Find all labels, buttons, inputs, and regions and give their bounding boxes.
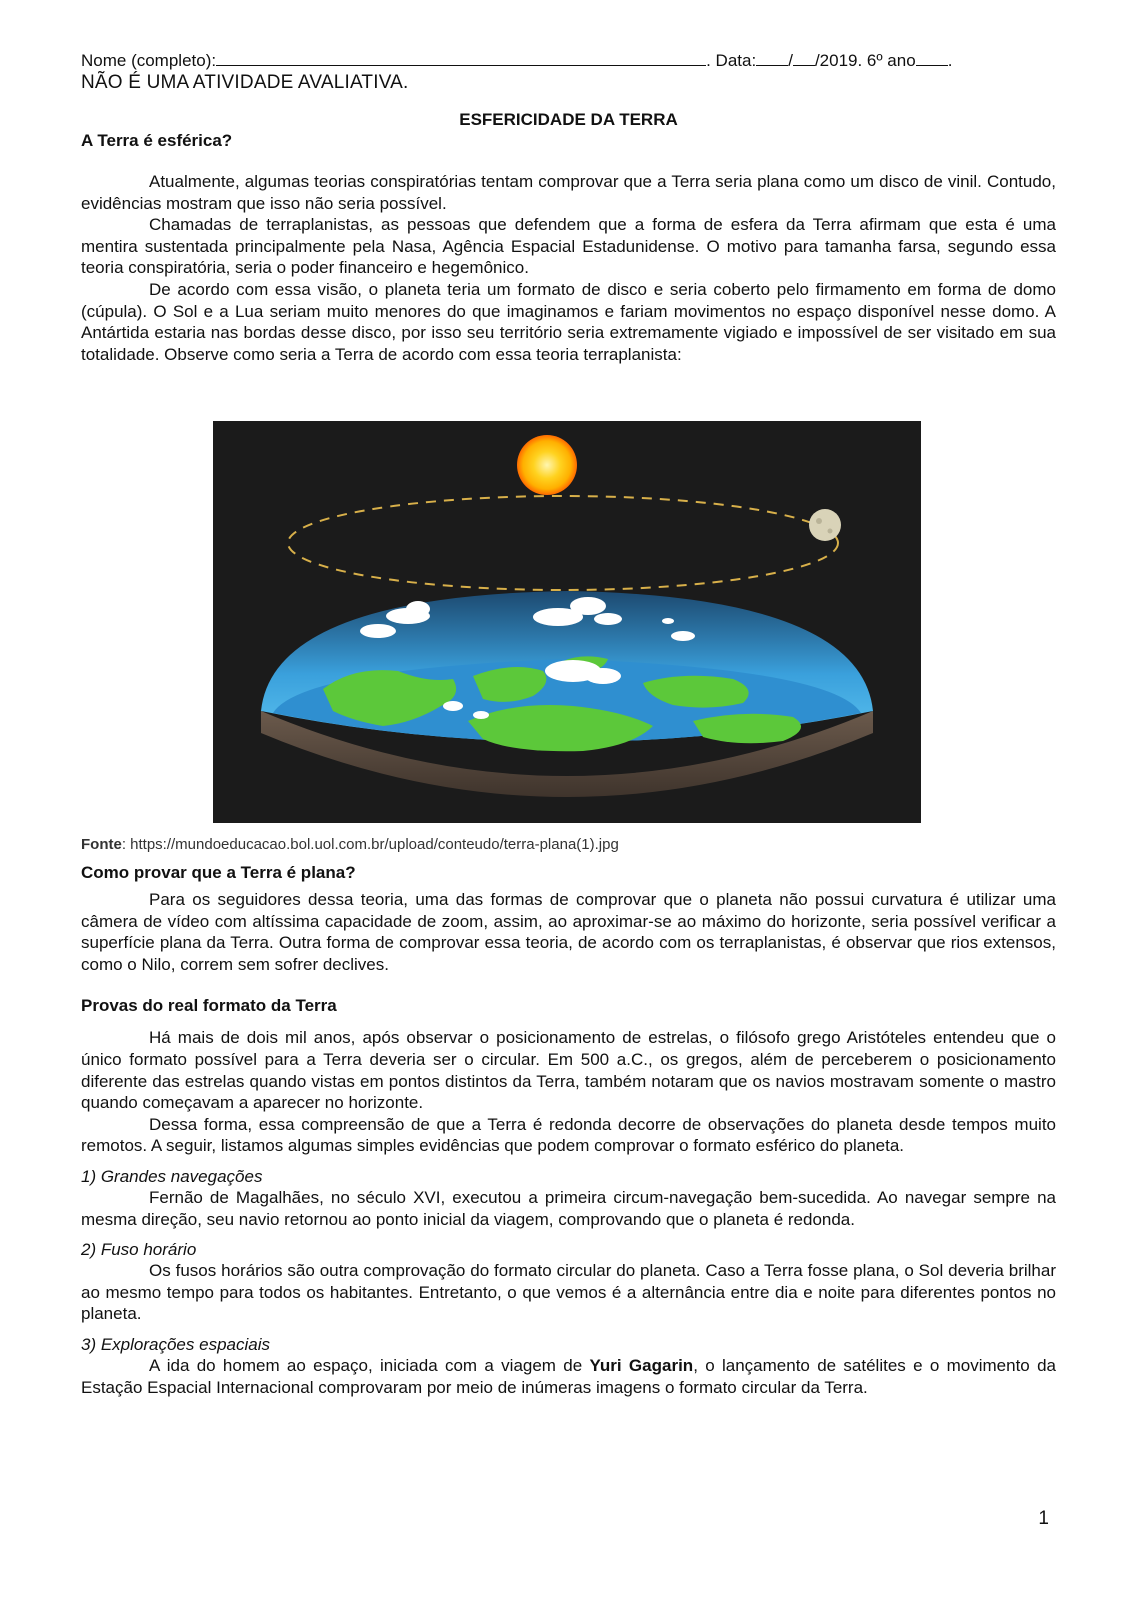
continent	[693, 714, 801, 743]
orbit-path	[288, 496, 838, 590]
section3-heading: Provas do real formato da Terra	[81, 996, 337, 1016]
name-label: Nome (completo):	[81, 51, 217, 70]
paragraph: Dessa forma, essa compreensão de que a Terra é redonda decorre de observações do planeta desde tempos muito remotos. A seguir, listamos algumas simples evidências que podem comprovar o formato esférico do planeta.	[81, 1114, 1056, 1156]
source-label: Fonte	[81, 836, 122, 853]
source-url: : https://mundoeducacao.bol.uol.com.br/upload/conteudo/terra-plana(1).jpg	[121, 836, 619, 853]
non-evaluative-warning: NÃO É UMA ATIVIDADE AVALIATIVA.	[81, 72, 409, 93]
year-grade-label: /2019. 6º ano	[814, 51, 916, 70]
class-blank[interactable]	[916, 50, 948, 66]
sun-icon	[517, 435, 577, 495]
paragraph: De acordo com essa visão, o planeta teria um formato de disco e seria coberto pelo firmamento em forma de domo (cúpula). O Sol e a Lua seriam muito menores do que imaginamos e fariam movimentos no espaço disponível nesse domo. A Antártida estaria nas bordas desse disco, por isso seu território seria extremamente vigiado e impossível de ser visitado em sua totalidade. Observe como seria a Terra de acordo com essa teoria terraplanista:	[81, 279, 1056, 364]
flat-earth-drawing	[213, 421, 921, 823]
gagarin-name: Yuri Gagarin	[589, 1355, 694, 1375]
moon-icon	[809, 509, 841, 541]
evidence-text-part: , o lançamento de satélites e o movimento da Estação Espacial Internacional comprovaram por meio de inúmeras imagens o formato circular da Terra.	[81, 1355, 1056, 1397]
section2-paragraph: Para os seguidores dessa teoria, uma das formas de comprovar que o planeta não possui curvatura é utilizar uma câmera de vídeo com altíssima capacidade de zoom, assim, ao aproximar-se ao máximo do horizonte, seria possível verificar a superfície plana da Terra. Outra forma de comprovar essa teoria, de acordo com os terraplanistas, é observar que rios extensos, como o Nilo, correm sem sofrer declives.	[81, 890, 1056, 974]
evidence-text: Os fusos horários são outra comprovação do formato circular do planeta. Caso a Terra fosse plana, o Sol deveria brilhar ao mesmo tempo para todos os habitantes. Entretanto, o que vemos é a alternância entre dia e noite para diferentes pontos no planeta.	[81, 1261, 1056, 1324]
section1-heading: A Terra é esférica?	[81, 131, 233, 150]
date-label: . Data:	[706, 51, 757, 70]
worksheet-page	[81, 50, 1056, 365]
figure-source	[81, 836, 1056, 853]
header-line	[81, 50, 1056, 72]
header-end-dot: .	[947, 51, 953, 70]
paragraph: Atualmente, algumas teorias conspiratórias tentam comprovar que a Terra seria plana como um disco de vinil. Contudo, evidências mostram que isso não seria possível.	[81, 172, 1056, 213]
paragraph: Chamadas de terraplanistas, as pessoas que defendem que a forma de esfera da Terra afirmam que esta é uma mentira sustentada principalmente pela Nasa, Agência Espacial Estadunidense. O motivo para tamanha farsa, segundo essa teoria conspiratória, seria o poder financeiro e hegemônico.	[81, 215, 1056, 278]
date-separator: /	[788, 51, 793, 70]
lower-content	[81, 836, 1056, 1398]
day-blank[interactable]	[756, 50, 788, 66]
section2-heading: Como provar que a Terra é plana?	[81, 863, 356, 882]
paragraph: Há mais de dois mil anos, após observar o posicionamento de estrelas, o filósofo grego Aristóteles entendeu que o único formato possível para a Terra deveria ser o circular. Em 500 a.C., os gregos, além de perceberem o posicionamento diferente das estrelas quando vistas em pontos distintos da Terra, também notaram que os navios mostravam somente o mastro quando começavam a aparecer no horizonte.	[81, 1028, 1056, 1113]
evidence-title: 1) Grandes navegações	[81, 1166, 263, 1186]
evidence-title: 2) Fuso horário	[81, 1240, 197, 1260]
section1-body	[81, 171, 1056, 365]
evidence-text: Fernão de Magalhães, no século XVI, executou a primeira circum-navegação bem-sucedida. Ao navegar sempre na mesma direção, seu navio retornou ao ponto inicial da viagem, comprovando que o planeta é redonda.	[81, 1187, 1056, 1229]
month-blank[interactable]	[793, 50, 815, 66]
page-number: 1	[1038, 1508, 1049, 1529]
name-blank[interactable]	[216, 50, 706, 66]
evidence-title: 3) Explorações espaciais	[81, 1334, 270, 1354]
page-title: ESFERICIDADE DA TERRA	[459, 110, 678, 129]
evidence-text	[81, 1355, 1056, 1398]
flat-earth-illustration	[213, 421, 921, 823]
evidence-text-part: A ida do homem ao espaço, iniciada com a viagem de	[149, 1355, 590, 1375]
